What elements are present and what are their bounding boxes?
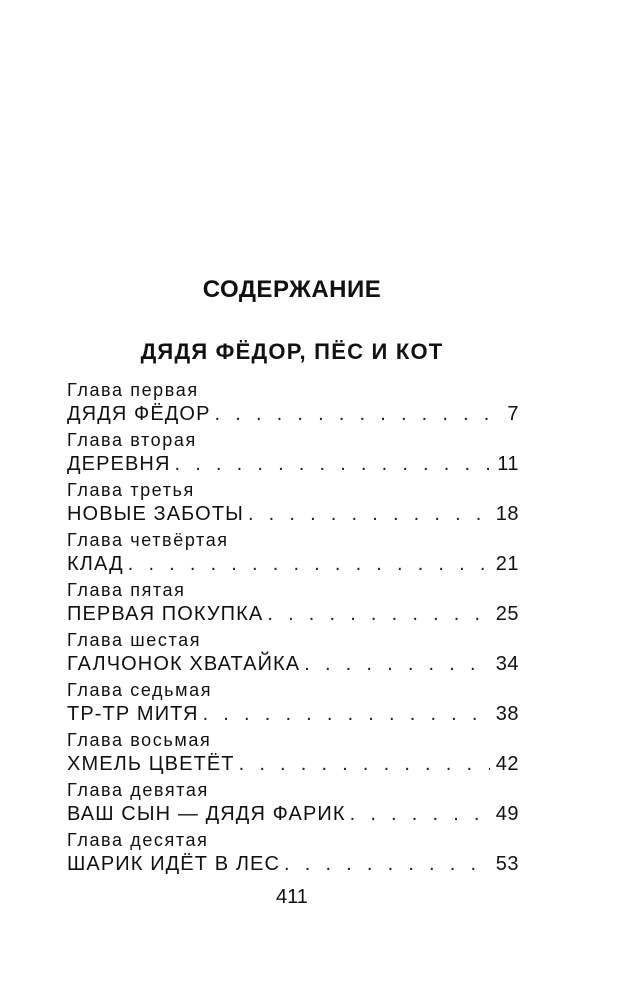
dot-leader	[304, 651, 490, 677]
chapter-title: ШАРИК ИДЁТ В ЛЕС	[67, 853, 281, 875]
dot-leader	[203, 701, 490, 727]
dot-leader	[267, 601, 489, 627]
page-number: 21	[495, 553, 519, 575]
toc-entry-10[interactable]	[67, 828, 519, 878]
toc-entry-5[interactable]	[67, 578, 519, 628]
dot-leader	[239, 751, 490, 777]
page-number: 25	[495, 603, 519, 625]
chapter-title: ХМЕЛЬ ЦВЕТЁТ	[67, 753, 235, 775]
chapter-number: Глава восьмая	[67, 730, 212, 750]
page-number: 18	[495, 503, 519, 525]
page-folio: 411	[276, 886, 308, 908]
chapter-title: ДЯДЯ ФЁДОР	[67, 403, 211, 425]
toc-entry-2[interactable]	[67, 428, 519, 478]
toc-entry-9[interactable]	[67, 778, 519, 828]
chapter-number: Глава четвёртая	[67, 530, 229, 550]
chapter-number: Глава вторая	[67, 430, 197, 450]
section-title: ДЯДЯ ФЁДОР, ПЁС И КОТ	[140, 339, 444, 364]
chapter-number: Глава десятая	[67, 830, 209, 850]
dot-leader	[215, 401, 502, 427]
chapter-title: ПЕРВАЯ ПОКУПКА	[67, 603, 264, 625]
chapter-number: Глава шестая	[67, 630, 202, 650]
toc-entry-1[interactable]	[67, 378, 519, 428]
dot-leader	[128, 551, 490, 577]
page-number: 49	[495, 803, 519, 825]
dot-leader	[248, 501, 490, 527]
dot-leader	[284, 851, 490, 877]
chapter-number: Глава первая	[67, 380, 199, 400]
chapter-number: Глава седьмая	[67, 680, 213, 700]
chapter-number: Глава пятая	[67, 580, 186, 600]
dot-leader	[350, 801, 490, 827]
chapter-number: Глава третья	[67, 480, 195, 500]
toc-entry-7[interactable]	[67, 678, 519, 728]
chapter-title: КЛАД	[67, 553, 124, 575]
page-number: 42	[495, 753, 519, 775]
chapter-title: ГАЛЧОНОК ХВАТАЙКА	[67, 653, 301, 675]
table-of-contents	[67, 378, 519, 878]
dot-leader	[175, 451, 492, 477]
chapter-title: ТР-ТР МИТЯ	[67, 703, 199, 725]
page-number: 34	[495, 653, 519, 675]
page-title: СОДЕРЖАНИЕ	[202, 276, 382, 303]
page-number: 53	[495, 853, 519, 875]
toc-entry-8[interactable]	[67, 728, 519, 778]
page-number: 38	[495, 703, 519, 725]
chapter-number: Глава девятая	[67, 780, 209, 800]
chapter-title: ДЕРЕВНЯ	[67, 453, 171, 475]
page-number: 7	[507, 403, 519, 425]
chapter-title: НОВЫЕ ЗАБОТЫ	[67, 503, 244, 525]
toc-entry-4[interactable]	[67, 528, 519, 578]
page-number: 11	[497, 453, 519, 475]
toc-entry-3[interactable]	[67, 478, 519, 528]
toc-entry-6[interactable]	[67, 628, 519, 678]
chapter-title: ВАШ СЫН — ДЯДЯ ФАРИК	[67, 803, 346, 825]
